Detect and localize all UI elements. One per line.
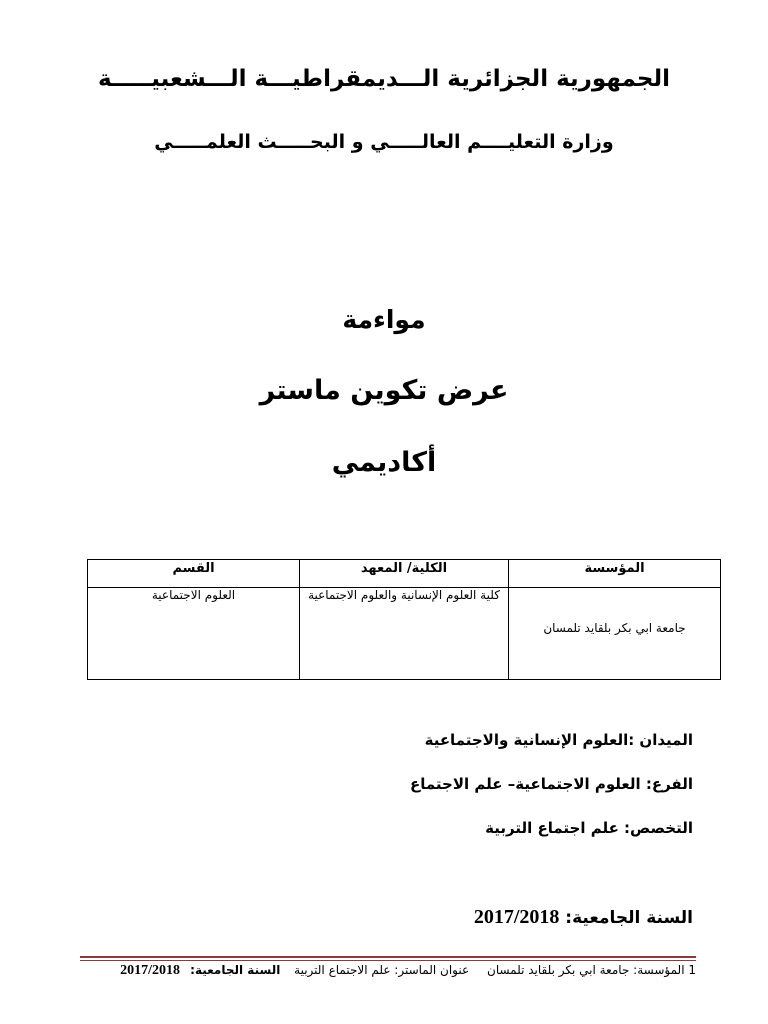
header-institution: المؤسسة	[509, 560, 721, 588]
title-line-1: مواءمة	[342, 305, 426, 334]
table-row	[88, 588, 721, 680]
academic-year-value: 2017/2018	[473, 906, 560, 928]
footer-page-number: 1	[688, 963, 696, 977]
footer-institution: المؤسسة: جامعة ابي بكر بلقايد تلمسان	[487, 963, 685, 977]
domain-field: الميدان :العلوم الإنسانية والاجتماعية	[424, 731, 693, 749]
specialty-field: التخصص: علم اجتماع التربية	[485, 819, 693, 837]
footer-academic-year	[120, 963, 280, 979]
academic-year-label: السنة الجامعية:	[565, 908, 693, 928]
header-department: القسم	[88, 560, 300, 588]
republic-header: الجمهورية الجزائرية الـــديمقراطيـــة الـــشعبيـــــة	[97, 66, 671, 92]
footer-master-title: عنوان الماستر: علم الاجتماع التربية	[294, 963, 470, 977]
footer-divider-thin	[80, 960, 696, 961]
table-header-row	[88, 560, 721, 588]
ministry-header: وزارة التعليــــم العالـــــي و البحـــــث العلمـــــي	[154, 131, 614, 153]
institution-table	[87, 559, 721, 680]
title-line-3: أكاديمي	[331, 447, 437, 478]
cell-department: العلوم الاجتماعية	[88, 588, 300, 680]
footer-year-label: السنة الجامعية:	[190, 963, 281, 977]
header-faculty: الكلية/ المعهد	[300, 560, 509, 588]
footer-divider	[80, 956, 696, 958]
branch-field: الفرع: العلوم الاجتماعية– علم الاجتماع	[409, 775, 693, 793]
footer-year-value: 2017/2018	[120, 963, 180, 978]
page-footer	[80, 963, 696, 979]
cell-faculty: كلية العلوم الإنسانية والعلوم الاجتماعية	[300, 588, 509, 680]
cell-institution: جامعة ابي بكر بلقايد تلمسان	[509, 588, 721, 680]
academic-year	[474, 906, 693, 929]
title-line-2: عرض تكوين ماستر	[259, 375, 509, 406]
